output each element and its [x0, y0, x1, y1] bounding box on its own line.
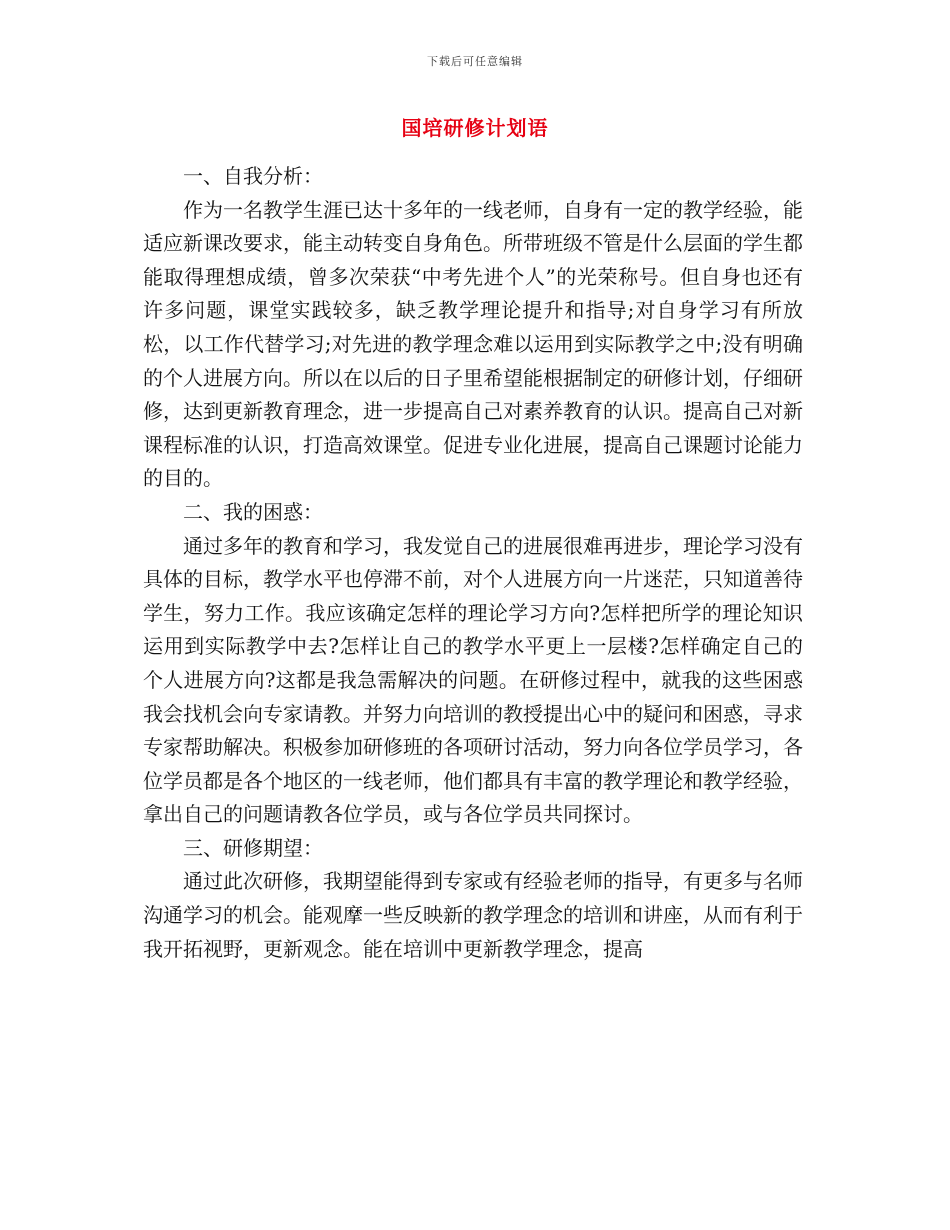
document-title: 国培研修计划语 [401, 116, 549, 140]
section-heading-confusion: 二、我的困惑： [183, 499, 323, 524]
paragraph-expectation: 通过此次研修，我期望能得到专家或有经验老师的指导，有更多与名师沟通学习的机会。能观摩一些反映新的教学理念的培训和讲座，从而有利于我开拓视野，更新观念。能在培训中更新教学理念，提高 [143, 869, 803, 961]
document-body [143, 160, 803, 966]
section-heading-expectation: 三、研修期望： [183, 835, 323, 860]
download-note: 下载后可任意编辑 [427, 55, 523, 68]
paragraph-confusion: 通过多年的教育和学习，我发觉自己的进展很难再进步，理论学习没有具体的目标，教学水平也停滞不前，对个人进展方向一片迷茫，只知道善待学生，努力工作。我应该确定怎样的理论学习方向?怎样把所学的理论知识运用到实际教学中去?怎样让自己的教学水平更上一层楼?怎样确定自己的个人进展方向?这都是我急需解决的问题。在研修过程中，就我的这些困惑我会找机会向专家请教。并努力向培训的教授提出心中的疑问和困惑，寻求专家帮助解决。积极参加研修班的各项研讨活动，努力向各位学员学习，各位学员都是各个地区的一线老师，他们都具有丰富的教学理论和教学经验，拿出自己的问题请教各位学员，或与各位学员共同探讨。 [143, 533, 803, 827]
section-heading-self-analysis: 一、自我分析： [183, 164, 323, 188]
paragraph-self-analysis: 作为一名教学生涯已达十多年的一线老师，自身有一定的教学经验，能适应新课改要求，能主动转变自身角色。所带班级不管是什么层面的学生都能取得理想成绩，曾多次荣获“中考先进个人”的光荣称号。但自身也还有许多问题，课堂实践较多，缺乏教学理论提升和指导;对自身学习有所放松，以工作代替学习;对先进的教学理念难以运用到实际教学之中;没有明确的个人进展方向。所以在以后的日子里希望能根据制定的研修计划，仔细研修，达到更新教育理念，进一步提高自己对素养教育的认识。提高自己对新课程标准的认识，打造高效课堂。促进专业化进展，提高自己课题讨论能力的目的。 [143, 197, 803, 491]
